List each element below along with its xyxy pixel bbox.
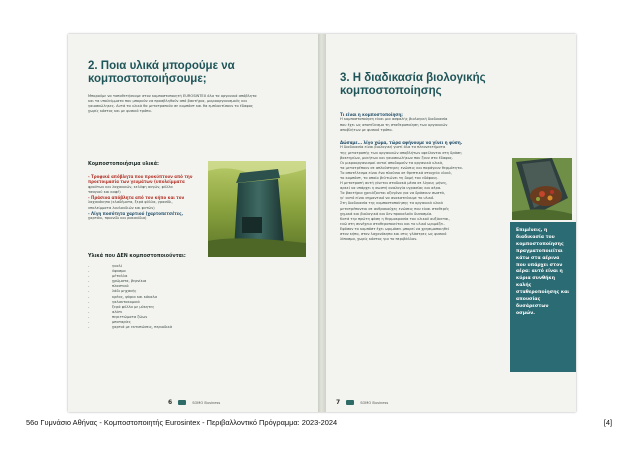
brand-logo-icon [346,400,354,405]
left-page-title: 2. Ποια υλικά μπορούμε να κομποστοποιήσουμε; [88,60,235,85]
brochure-right-page [326,34,576,412]
compostable-list: - Τροφικά απόβλητα που προκύπτουν από την προετοιμασία των γευμάτων (υπολείμματα φρούτων και λαχανικών, κελύφη αυγών, φύλλα τσαγιού και καφέ) - Πράσινα απόβλητα από τον κήπο και τον λαχανόκηπο (κλαδέματα, ξερά φύλλα, γρασίδι, υπολείμματα λουλουδιών και φυτών) - Λίγη ποσότητα χαρτιού (χαρτοπετσέτες, χαρτόνι, πριονίδι και ροκανίδια) [88,174,193,220]
info-sidebar [510,222,576,372]
list-item: - γαλακτοκομικά [88,299,140,304]
right-page-footer [336,399,388,406]
caption-text: 56ο Γυμνάσιο Αθήνας - Κομποστοποιητής Eurosintex - Περιβαλλοντικό Πρόγραμμα: 2023-2024 [26,418,338,427]
right-intro: Τι είναι η κομποστοποίηση; Η κομποστοποίηση είναι μια ασφαλής βιολογική διαδικασία που έχει ως αποτέλεσμα τη σταθεροποίηση των οργανικών αποβλήτων με φυσικό τρόπο. [340,112,510,133]
list-item: - πλαστικό [88,284,129,289]
non-compostable-list [88,264,238,330]
brochure-left-page [68,34,318,412]
right-page-brand: SOMO Business [360,400,389,405]
composter-photo [208,161,306,257]
left-page-footer [168,399,220,406]
list-item: - λάδι μηχανής [88,289,137,294]
list-item: - χρώματα, βερνίκια [88,279,147,284]
list-item: - ύφασμα [88,269,126,274]
list-item: - γυαλί [88,264,122,268]
question-what-is-composting: Τι είναι η κομποστοποίηση; [340,112,403,117]
section-subheading: Δώσαμε... λίγο χώμα, τώρα αφήνουμε να γίνει η φύση. [340,140,463,145]
compostable-heading: Κομποστοποιήσιμα υλικά: [88,162,159,167]
sidebar-text: Επιμένεις, η διαδικασία του κομποστοποίησης πραγματοποιείται κάτω στα αέρινα που υπάρχει στον αέρα: αυτό είναι η κύρια συνθήκη καλής σταθεροποίησης και απουσίας δυσάρεστων οσμών. [516,228,570,316]
list-item: - κρέας, ψάρια και κόκαλα [88,294,157,299]
right-page-number: 7 [336,399,341,406]
page-gutter [318,34,326,412]
left-intro-paragraph: Μπορούμε να τοποθετήσουμε στον κομποστοποιητή EUROSINTEX όλα τα οργανικά απόβλητα και τα υπολείμματα που μπορούν να προσβληθούν από βακτήρια, μικροοργανισμούς και γαιοσκώληκες. Αυτά τα υλικά θα μετατραπούν σε κομπόστ και θα εμπλουτίσουν το έδαφος χωρίς κόστος και με φυσικό τρόπο. [88,94,257,114]
list-item: - περιττώματα ζώων [88,314,148,319]
caption-page-number: [4] [603,418,612,427]
list-item: - μέταλλα [88,274,128,279]
right-body-text: Δώσαμε... λίγο χώμα, τώρα αφήνουμε να γίνει η φύση. Η διαδικασία είναι βιολογική γιατί όλα τα πλεονεκτήματα της μετατροπής των οργανικών αποβλήτων οφείλονται στη δράση βακτηρίων, μυκήτων και γαιοσκωλήκων που ζουν στο έδαφος. Οι μικροοργανισμοί αυτοί αποδομούν τα οργανικά υλικά, τα μετατρέπουν σε απλούστερες ενώσεις και παράγουν θερμότητα. Το αποτέλεσμα είναι ένα πλούσιο σε θρεπτικά στοιχεία υλικό, το κομπόστ, το οποίο βελτιώνει τη δομή του εδάφους. Η μετατροπή αυτή γίνεται σταδιακά μέσα σε λίγους μήνες, αρκεί να υπάρχει η σωστή αναλογία υγρασίας και αέρα. Τα βακτήρια χρειάζονται οξυγόνο για να δράσουν σωστά, γι' αυτό είναι σημαντικό να ανακατεύουμε το υλικό. Στη διαδικασία της κομποστοποίησης τα οργανικά υλικά μετατρέπονται σε ανθρακούχες ενώσεις που είναι σταθερές χημικά και βιολογικά και δεν προκαλούν δυσοσμία. Κατά την πρώτη φάση η θερμοκρασία του υλικού αυξάνεται, ενώ στη συνέχεια σταθεροποιείται και το υλικό ωριμάζει. Εφόσον το κομπόστ έχει ωριμάσει μπορεί να χρησιμοποιηθεί στον κήπο, στον λαχανόκηπο και στις γλάστρες ως φυσικό λίπασμα, χωρίς κόστος για το περιβάλλον. [340,140,510,242]
scanned-brochure-spread [68,34,576,412]
compost-bin-photo [512,158,572,220]
document-caption [26,418,612,427]
left-page-number: 6 [168,399,173,406]
composter-photo-graphic [208,161,306,257]
right-page-title: 3. Η διαδικασία βιολογικής κομποστοποίησης [340,72,486,97]
left-page-brand: SOMO Business [192,400,221,405]
brand-logo-icon [178,400,186,405]
compost-bin-photo-graphic [512,158,572,220]
list-item: - αλάτι [88,309,123,314]
list-item: - χαρτιά με εκτυπώσεις, περιοδικά [88,325,172,330]
list-item: - ξερά φύλλα με μύκητες [88,304,155,309]
list-item: - μπαταρίες [88,320,131,325]
non-compostable-heading: Υλικά που ΔΕΝ κομποστοποιούνται: [88,254,186,259]
